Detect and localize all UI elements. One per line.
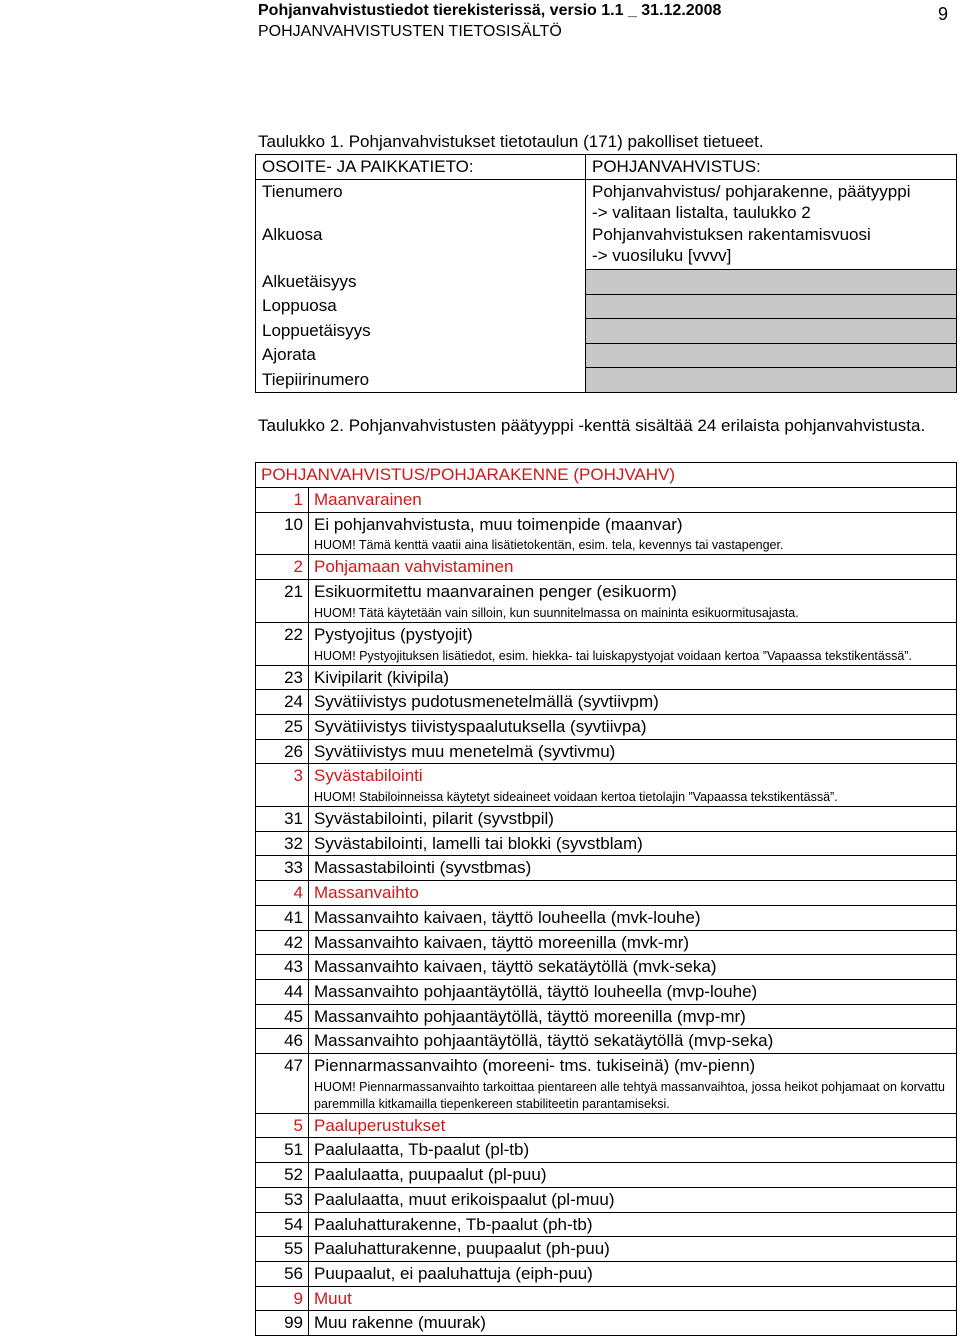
- table1-value: [586, 223, 957, 270]
- table1-value-line: -> vuosiluku [vvvv]: [592, 246, 732, 265]
- subtype-row: [256, 1029, 957, 1054]
- table1-empty-cell: [586, 368, 957, 393]
- type-note: HUOM! Piennarmassanvaihto tarkoittaa pientareen alle tehtyä massanvaihtoa, jossa heikot pohjamaat on korvattu paremmilla kitkamailla tiepenkereen stabiliteetin parantamiseksi.: [314, 1079, 945, 1111]
- subtype-row: [256, 690, 957, 715]
- table1-field: Loppuosa: [256, 294, 586, 319]
- type-label: Syvästabilointi, pilarit (syvstbpil): [314, 809, 554, 829]
- main-category-row: [256, 1113, 957, 1138]
- type-cell: [309, 905, 957, 930]
- subtype-row: [256, 905, 957, 930]
- type-cell: [309, 881, 957, 906]
- main-category-row: [256, 555, 957, 580]
- type-label: Pystyojitus (pystyojit): [314, 624, 473, 644]
- type-cell: [309, 714, 957, 739]
- table1-empty-cell: [586, 319, 957, 344]
- type-cell: [309, 1261, 957, 1286]
- type-cell: [309, 622, 957, 665]
- type-cell: [309, 512, 957, 555]
- type-code: 42: [256, 930, 309, 955]
- type-code: 4: [256, 881, 309, 906]
- subtype-row: [256, 1163, 957, 1188]
- type-label: Massanvaihto pohjaantäytöllä, täyttö moreenilla (mvp-mr): [314, 1006, 746, 1026]
- type-note: HUOM! Tätä käytetään vain silloin, kun suunnitelmassa on maininta esikuormitusajasta.: [314, 605, 799, 620]
- subtype-row: [256, 1004, 957, 1029]
- table1-field: Ajorata: [256, 343, 586, 368]
- type-cell: [309, 1054, 957, 1114]
- type-label: Syvästabilointi, lamelli tai blokki (syvstblam): [314, 833, 643, 853]
- subtype-row: [256, 856, 957, 881]
- table1-empty-cell: [586, 294, 957, 319]
- type-label: Esikuormitettu maanvarainen penger (esikuorm): [314, 582, 677, 602]
- type-code: 41: [256, 905, 309, 930]
- type-code: 99: [256, 1311, 309, 1336]
- type-label: Syvätiivistys pudotusmenetelmällä (syvtiivpm): [314, 692, 659, 712]
- type-cell: [309, 1004, 957, 1029]
- main-category-row: [256, 764, 957, 807]
- type-cell: [309, 488, 957, 513]
- type-label: Muut: [314, 1288, 352, 1308]
- type-label: Massanvaihto kaivaen, täyttö moreenilla (mvk-mr): [314, 932, 690, 952]
- document-subtitle: POHJANVAHVISTUSTEN TIETOSISÄLTÖ: [258, 23, 562, 40]
- table1-value-line: -> valitaan listalta, taulukko 2: [592, 203, 811, 222]
- subtype-row: [256, 1311, 957, 1336]
- type-code: 25: [256, 714, 309, 739]
- type-code: 31: [256, 807, 309, 832]
- type-note: HUOM! Stabiloinneissa käytetyt sideaineet voidaan kertoa tietolajin ”Vapaassa tekstikentässä”.: [314, 790, 838, 805]
- type-cell: [309, 955, 957, 980]
- table1-value: [586, 180, 957, 224]
- subtype-row: [256, 1187, 957, 1212]
- type-code: 26: [256, 739, 309, 764]
- subtype-row: [256, 979, 957, 1004]
- table1-caption: Taulukko 1. Pohjanvahvistukset tietotaulun (171) pakolliset tietueet.: [258, 132, 764, 151]
- table1-field: Loppuetäisyys: [256, 319, 586, 344]
- table1-field: Tiepiirinumero: [256, 368, 586, 393]
- type-cell: [309, 1187, 957, 1212]
- subtype-row: [256, 930, 957, 955]
- type-cell: [309, 831, 957, 856]
- type-label: Paaluperustukset: [314, 1115, 446, 1135]
- type-label: Massanvaihto kaivaen, täyttö sekatäytöllä (mvk-seka): [314, 957, 717, 977]
- subtype-row: [256, 831, 957, 856]
- type-cell: [309, 1113, 957, 1138]
- type-label: Syvästabilointi: [314, 766, 423, 786]
- type-code: 33: [256, 856, 309, 881]
- type-cell: [309, 1138, 957, 1163]
- type-label: Kivipilarit (kivipila): [314, 667, 450, 687]
- type-code: 5: [256, 1113, 309, 1138]
- type-label: Syvätiivistys tiivistyspaalutuksella (syvtiivpa): [314, 716, 647, 736]
- type-code: 1: [256, 488, 309, 513]
- subtype-row: [256, 512, 957, 555]
- type-code: 3: [256, 764, 309, 807]
- subtype-row: [256, 955, 957, 980]
- type-label: Paalulaatta, muut erikoispaalut (pl-muu): [314, 1189, 615, 1209]
- type-label: Pohjamaan vahvistaminen: [314, 557, 514, 577]
- type-code: 55: [256, 1237, 309, 1262]
- type-code: 47: [256, 1054, 309, 1114]
- type-note: HUOM! Tämä kenttä vaatii aina lisätietokentän, esim. tela, kevennys tai vastapenger.: [314, 538, 784, 553]
- type-label: Paaluhatturakenne, Tb-paalut (ph-tb): [314, 1214, 593, 1234]
- type-cell: [309, 979, 957, 1004]
- page-number: 9: [938, 4, 949, 24]
- subtype-row: [256, 807, 957, 832]
- table2-header: POHJANVAHVISTUS/POHJARAKENNE (POHJVAHV): [256, 463, 957, 488]
- type-cell: [309, 555, 957, 580]
- table1-field: Alkuosa: [256, 223, 586, 270]
- subtype-row: [256, 580, 957, 623]
- type-cell: [309, 1286, 957, 1311]
- table1-value-line: Pohjanvahvistuksen rakentamisvuosi: [592, 225, 871, 244]
- subtype-row: [256, 1138, 957, 1163]
- type-code: 54: [256, 1212, 309, 1237]
- type-code: 53: [256, 1187, 309, 1212]
- type-cell: [309, 665, 957, 690]
- type-code: 24: [256, 690, 309, 715]
- type-code: 22: [256, 622, 309, 665]
- type-cell: [309, 807, 957, 832]
- type-code: 21: [256, 580, 309, 623]
- type-cell: [309, 1212, 957, 1237]
- subtype-row: [256, 714, 957, 739]
- type-cell: [309, 764, 957, 807]
- type-label: Syvätiivistys muu menetelmä (syvtivmu): [314, 741, 616, 761]
- type-label: Massanvaihto pohjaantäytöllä, täyttö louheella (mvp-louhe): [314, 981, 758, 1001]
- subtype-row: [256, 739, 957, 764]
- type-cell: [309, 930, 957, 955]
- type-cell: [309, 1029, 957, 1054]
- foundation-types-table: [255, 462, 957, 1336]
- mandatory-fields-table: [255, 154, 957, 393]
- type-label: Piennarmassanvaihto (moreeni- tms. tukiseinä) (mv-pienn): [314, 1056, 756, 1076]
- type-cell: [309, 1311, 957, 1336]
- table1-right-header: POHJANVAHVISTUS:: [586, 155, 957, 180]
- type-code: 23: [256, 665, 309, 690]
- type-code: 51: [256, 1138, 309, 1163]
- type-note: HUOM! Pystyojituksen lisätiedot, esim. hiekka- tai luiskapystyojat voidaan kertoa ”Vapaassa tekstikentässä”.: [314, 648, 912, 663]
- type-code: 32: [256, 831, 309, 856]
- type-label: Massastabilointi (syvstbmas): [314, 858, 532, 878]
- type-code: 2: [256, 555, 309, 580]
- subtype-row: [256, 1261, 957, 1286]
- subtype-row: [256, 1212, 957, 1237]
- type-label: Massanvaihto: [314, 883, 419, 903]
- type-cell: [309, 1237, 957, 1262]
- type-code: 45: [256, 1004, 309, 1029]
- type-label: Massanvaihto kaivaen, täyttö louheella (mvk-louhe): [314, 907, 701, 927]
- type-cell: [309, 690, 957, 715]
- type-label: Massanvaihto pohjaantäytöllä, täyttö sekatäytöllä (mvp-seka): [314, 1031, 774, 1051]
- document-title: Pohjanvahvistustiedot tierekisterissä, versio 1.1 _ 31.12.2008: [258, 2, 722, 19]
- subtype-row: [256, 1054, 957, 1114]
- type-label: Paaluhatturakenne, puupaalut (ph-puu): [314, 1239, 610, 1259]
- type-label: Puupaalut, ei paaluhattuja (eiph-puu): [314, 1263, 593, 1283]
- main-category-row: [256, 488, 957, 513]
- type-cell: [309, 580, 957, 623]
- type-label: Paalulaatta, Tb-paalut (pl-tb): [314, 1140, 530, 1160]
- type-code: 56: [256, 1261, 309, 1286]
- type-code: 52: [256, 1163, 309, 1188]
- type-label: Paalulaatta, puupaalut (pl-puu): [314, 1165, 547, 1185]
- type-label: Ei pohjanvahvistusta, muu toimenpide (maanvar): [314, 514, 683, 534]
- type-cell: [309, 856, 957, 881]
- main-category-row: [256, 1286, 957, 1311]
- subtype-row: [256, 622, 957, 665]
- subtype-row: [256, 1237, 957, 1262]
- table1-left-header: OSOITE- JA PAIKKATIETO:: [256, 155, 586, 180]
- type-code: 44: [256, 979, 309, 1004]
- type-cell: [309, 739, 957, 764]
- type-code: 46: [256, 1029, 309, 1054]
- table1-value-line: Pohjanvahvistus/ pohjarakenne, päätyyppi: [592, 182, 911, 201]
- type-label: Maanvarainen: [314, 490, 422, 509]
- table1-field: Alkuetäisyys: [256, 270, 586, 295]
- type-label: Muu rakenne (muurak): [314, 1313, 486, 1333]
- table1-field: Tienumero: [256, 180, 586, 224]
- type-code: 9: [256, 1286, 309, 1311]
- subtype-row: [256, 665, 957, 690]
- type-code: 43: [256, 955, 309, 980]
- main-category-row: [256, 881, 957, 906]
- table2-caption: Taulukko 2. Pohjanvahvistusten päätyyppi -kenttä sisältää 24 erilaista pohjanvahvistusta.: [258, 416, 926, 435]
- table1-empty-cell: [586, 270, 957, 295]
- type-code: 10: [256, 512, 309, 555]
- table1-empty-cell: [586, 343, 957, 368]
- type-cell: [309, 1163, 957, 1188]
